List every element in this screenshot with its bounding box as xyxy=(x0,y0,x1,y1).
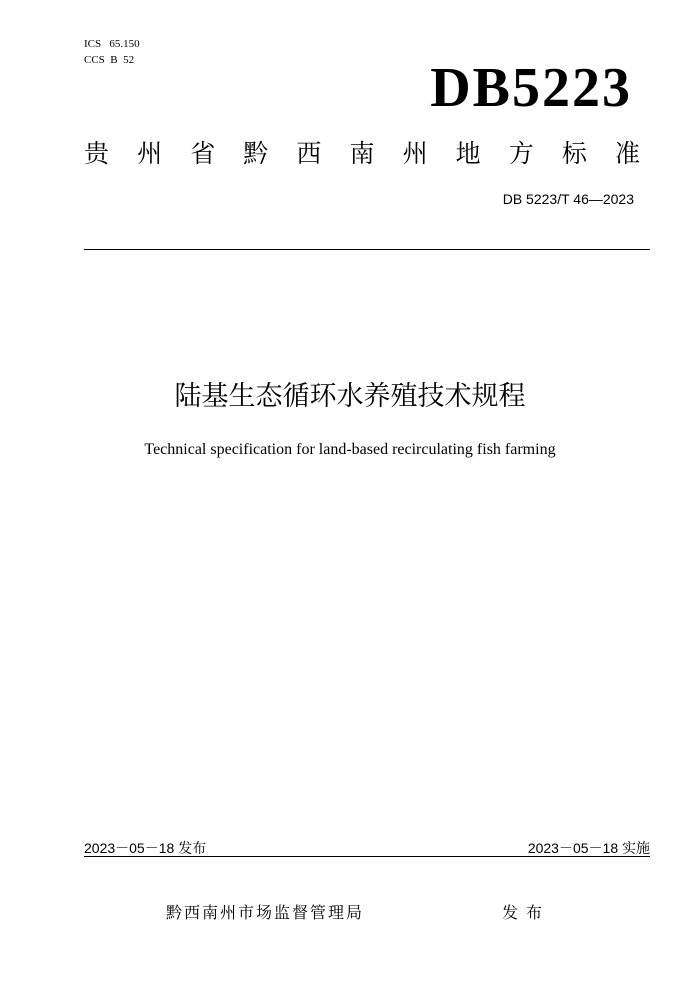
standard-type-char: 西 xyxy=(296,139,322,168)
standard-type-char: 州 xyxy=(137,139,163,168)
issuing-authority: 黔西南州市场监督管理局 xyxy=(166,903,365,922)
implementation-date: 2023－05－18 实施 xyxy=(527,840,650,856)
document-title-english: Technical specification for land-based recirculating fish farming xyxy=(144,441,556,458)
publish-date: 2023－05－18 发布 xyxy=(84,840,207,856)
standard-type-char: 地 xyxy=(455,139,481,168)
standard-type-char: 黔 xyxy=(243,139,269,168)
document-title-chinese: 陆基生态循环水养殖技术规程 xyxy=(174,381,526,412)
issue-label: 发布 xyxy=(502,903,551,922)
standard-type-char: 南 xyxy=(349,139,375,168)
standard-type-char: 州 xyxy=(402,139,428,168)
standard-type-char: 贵 xyxy=(84,139,110,168)
standard-type-char: 准 xyxy=(614,139,640,168)
top-divider xyxy=(84,249,650,250)
standard-type-char: 方 xyxy=(508,139,534,168)
ics-code: ICS 65.150 xyxy=(84,38,140,50)
standard-type-heading xyxy=(84,138,640,170)
standard-number: DB 5223/T 46—2023 xyxy=(502,191,634,207)
standard-code-mark: DB5223 xyxy=(430,57,632,119)
bottom-divider xyxy=(84,856,650,857)
ccs-code: CCS B 52 xyxy=(84,54,135,66)
standard-type-char: 标 xyxy=(561,139,587,168)
standard-type-char: 省 xyxy=(190,139,216,168)
